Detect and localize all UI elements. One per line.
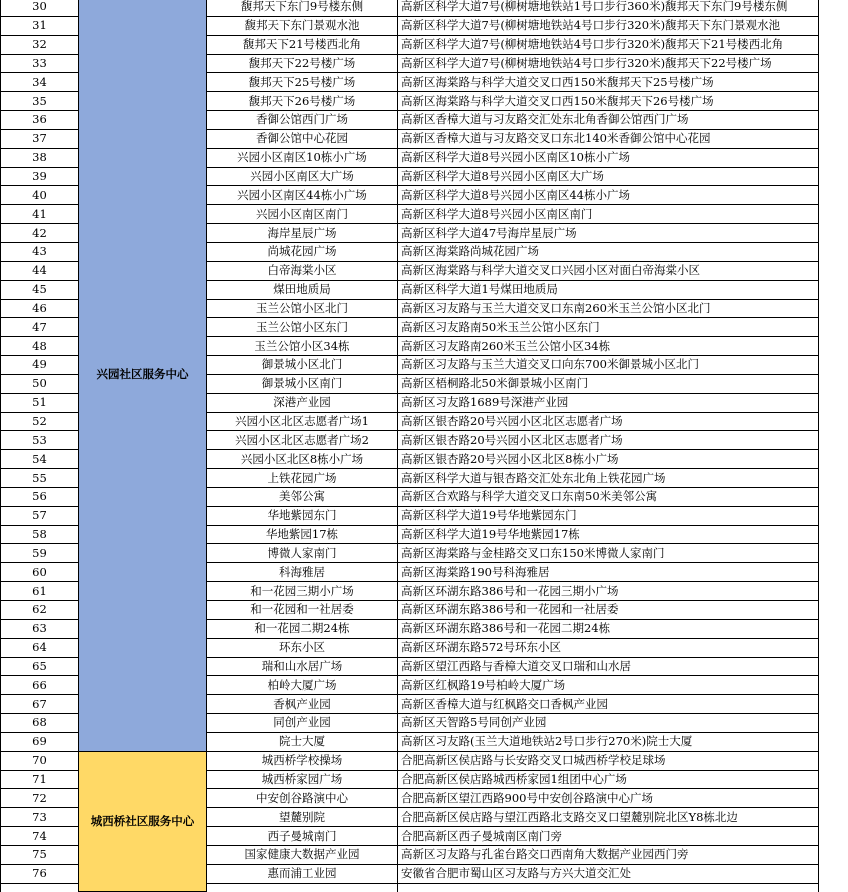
- address-cell: 高新区科学大道8号兴园小区南区10栋小广场: [398, 148, 819, 167]
- row-number-cell: 65: [1, 657, 79, 676]
- location-name-cell: 科海雅居: [207, 563, 398, 582]
- row-number-cell: 63: [1, 619, 79, 638]
- address-cell: 高新区红枫路19号柏岭大厦广场: [398, 676, 819, 695]
- address-cell: 高新区海棠路尚城花园广场: [398, 242, 819, 261]
- address-cell: 合肥高新区侯店路城西桥家园1组团中心广场: [398, 770, 819, 789]
- row-number-cell: 74: [1, 827, 79, 846]
- location-name-cell: 中安创谷路演中心: [207, 789, 398, 808]
- location-name-cell: 兴园小区南区南门: [207, 205, 398, 224]
- address-cell: 安徽省合肥市蜀山区习友路与方兴大道交汇处: [398, 864, 819, 883]
- row-number-cell: 30: [1, 0, 79, 16]
- address-cell: 高新区海棠路与科学大道交叉口西150米馥邦天下26号楼广场: [398, 92, 819, 111]
- address-cell: 高新区习友路1689号深港产业园: [398, 393, 819, 412]
- location-name-cell: 兴园小区北区8栋小广场: [207, 450, 398, 469]
- row-number-cell: 34: [1, 73, 79, 92]
- row-number-cell: 35: [1, 92, 79, 111]
- location-name-cell: 香枫产业园: [207, 695, 398, 714]
- address-cell: 高新区科学大道8号兴园小区南区南门: [398, 205, 819, 224]
- address-cell: 高新区海棠路与科学大道交叉口兴园小区对面白帝海棠小区: [398, 261, 819, 280]
- row-number-cell: 73: [1, 808, 79, 827]
- address-cell: 高新区科学大道与银杏路交汇处东北角上铁花园广场: [398, 469, 819, 488]
- row-number-cell: 51: [1, 393, 79, 412]
- row-number-cell: 47: [1, 318, 79, 337]
- service-center-cell: 城西桥社区服务中心: [79, 751, 207, 891]
- address-cell: 高新区香樟大道与红枫路交口香枫产业园: [398, 695, 819, 714]
- table-row: [1, 751, 819, 770]
- row-number-cell: 33: [1, 54, 79, 73]
- row-number-cell: 42: [1, 224, 79, 243]
- row-number-cell: 40: [1, 186, 79, 205]
- row-number-cell: 69: [1, 732, 79, 751]
- row-number-cell: 32: [1, 35, 79, 54]
- location-name-cell: 国家健康大数据产业园: [207, 845, 398, 864]
- address-cell: 高新区科学大道7号(柳树塘地铁站4号口步行320米)馥邦天下21号楼西北角: [398, 35, 819, 54]
- location-name-cell: 美邻公寓: [207, 487, 398, 506]
- address-cell: 高新区海棠路190号科海雅居: [398, 563, 819, 582]
- address-cell: 高新区科学大道7号(柳树塘地铁站4号口步行320米)馥邦天下22号楼广场: [398, 54, 819, 73]
- service-center-cell: 兴园社区服务中心: [79, 0, 207, 751]
- address-cell: 高新区科学大道7号(柳树塘地铁站4号口步行320米)馥邦天下东门景观水池: [398, 16, 819, 35]
- location-name-cell: 馥邦天下21号楼西北角: [207, 35, 398, 54]
- row-number-cell: 54: [1, 450, 79, 469]
- location-name-cell: 煤田地质局: [207, 280, 398, 299]
- location-name-cell: 馥邦天下东门9号楼东侧: [207, 0, 398, 16]
- address-cell: 高新区科学大道8号兴园小区南区44栋小广场: [398, 186, 819, 205]
- location-name-cell: 馥邦天下东门景观水池: [207, 16, 398, 35]
- empty-cell: [207, 883, 398, 892]
- location-name-cell: 兴园小区南区10栋小广场: [207, 148, 398, 167]
- address-cell: 高新区科学大道47号海岸星辰广场: [398, 224, 819, 243]
- address-cell: 高新区环湖东路386号和一花园三期小广场: [398, 582, 819, 601]
- row-number-cell: 39: [1, 167, 79, 186]
- address-cell: 合肥高新区西子曼城南区南门旁: [398, 827, 819, 846]
- address-cell: 合肥高新区侯店路与长安路交叉口城西桥学校足球场: [398, 751, 819, 770]
- row-number-cell: 76: [1, 864, 79, 883]
- row-number-cell: 72: [1, 789, 79, 808]
- row-number-cell: 56: [1, 487, 79, 506]
- location-name-cell: 御景城小区北门: [207, 356, 398, 375]
- location-name-cell: 尚城花园广场: [207, 242, 398, 261]
- location-name-cell: 海岸星辰广场: [207, 224, 398, 243]
- row-number-cell: 64: [1, 638, 79, 657]
- location-name-cell: 白帝海棠小区: [207, 261, 398, 280]
- location-name-cell: 城西桥家园广场: [207, 770, 398, 789]
- address-cell: 合肥高新区望江西路900号中安创谷路演中心广场: [398, 789, 819, 808]
- row-number-cell: 58: [1, 525, 79, 544]
- location-name-cell: 城西桥学校操场: [207, 751, 398, 770]
- row-number-cell: 49: [1, 356, 79, 375]
- location-name-cell: 香御公馆西门广场: [207, 111, 398, 130]
- row-number-cell: 37: [1, 129, 79, 148]
- location-name-cell: 环东小区: [207, 638, 398, 657]
- location-name-cell: 博微人家南门: [207, 544, 398, 563]
- address-cell: 高新区习友路与玉兰大道交叉口东南260米玉兰公馆小区北门: [398, 299, 819, 318]
- empty-cell: [1, 883, 79, 892]
- location-name-cell: 馥邦天下25号楼广场: [207, 73, 398, 92]
- row-number-cell: 60: [1, 563, 79, 582]
- location-name-cell: 同创产业园: [207, 714, 398, 733]
- table-row: [1, 0, 819, 16]
- location-name-cell: 御景城小区南门: [207, 374, 398, 393]
- location-name-cell: 和一花园和一社居委: [207, 601, 398, 620]
- row-number-cell: 41: [1, 205, 79, 224]
- row-number-cell: 67: [1, 695, 79, 714]
- location-name-cell: 瑞和山水居广场: [207, 657, 398, 676]
- location-name-cell: 华地紫园东门: [207, 506, 398, 525]
- address-cell: 高新区银杏路20号兴园小区北区志愿者广场: [398, 431, 819, 450]
- address-cell: 高新区环湖东路572号环东小区: [398, 638, 819, 657]
- location-name-cell: 馥邦天下26号楼广场: [207, 92, 398, 111]
- address-cell: 高新区梧桐路北50米御景城小区南门: [398, 374, 819, 393]
- address-cell: 高新区科学大道8号兴园小区南区大广场: [398, 167, 819, 186]
- row-number-cell: 66: [1, 676, 79, 695]
- address-cell: 高新区银杏路20号兴园小区北区志愿者广场: [398, 412, 819, 431]
- row-number-cell: 55: [1, 469, 79, 488]
- row-number-cell: 59: [1, 544, 79, 563]
- location-name-cell: 西子曼城南门: [207, 827, 398, 846]
- location-name-cell: 深港产业园: [207, 393, 398, 412]
- row-number-cell: 45: [1, 280, 79, 299]
- row-number-cell: 46: [1, 299, 79, 318]
- location-name-cell: 香御公馆中心花园: [207, 129, 398, 148]
- address-cell: 高新区习友路南50米玉兰公馆小区东门: [398, 318, 819, 337]
- row-number-cell: 38: [1, 148, 79, 167]
- address-cell: 高新区习友路(玉兰大道地铁站2号口步行270米)院士大厦: [398, 732, 819, 751]
- address-cell: 高新区科学大道7号(柳树塘地铁站1号口步行360米)馥邦天下东门9号楼东侧: [398, 0, 819, 16]
- address-cell: 高新区香樟大道与习友路交叉口东北140米香御公馆中心花园: [398, 129, 819, 148]
- row-number-cell: 71: [1, 770, 79, 789]
- location-name-cell: 兴园小区南区44栋小广场: [207, 186, 398, 205]
- address-cell: 高新区合欢路与科学大道交叉口东南50米美邻公寓: [398, 487, 819, 506]
- row-number-cell: 61: [1, 582, 79, 601]
- address-cell: 高新区环湖东路386号和一花园和一社居委: [398, 601, 819, 620]
- row-number-cell: 68: [1, 714, 79, 733]
- location-name-cell: 玉兰公馆小区东门: [207, 318, 398, 337]
- address-cell: 高新区习友路与玉兰大道交叉口向东700米御景城小区北门: [398, 356, 819, 375]
- location-name-cell: 兴园小区南区大广场: [207, 167, 398, 186]
- row-number-cell: 31: [1, 16, 79, 35]
- location-name-cell: 柏岭大厦广场: [207, 676, 398, 695]
- address-cell: 高新区银杏路20号兴园小区北区8栋小广场: [398, 450, 819, 469]
- row-number-cell: 70: [1, 751, 79, 770]
- location-name-cell: 玉兰公馆小区北门: [207, 299, 398, 318]
- row-number-cell: 62: [1, 601, 79, 620]
- address-cell: 高新区香樟大道与习友路交汇处东北角香御公馆西门广场: [398, 111, 819, 130]
- address-cell: 高新区环湖东路386号和一花园二期24栋: [398, 619, 819, 638]
- address-cell: 高新区习友路南260米玉兰公馆小区34栋: [398, 337, 819, 356]
- row-number-cell: 36: [1, 111, 79, 130]
- address-cell: 高新区科学大道19号华地紫园17栋: [398, 525, 819, 544]
- address-cell: 高新区望江西路与香樟大道交叉口瑞和山水居: [398, 657, 819, 676]
- empty-cell: [398, 883, 819, 892]
- location-name-cell: 和一花园二期24栋: [207, 619, 398, 638]
- address-cell: 高新区科学大道19号华地紫园东门: [398, 506, 819, 525]
- row-number-cell: 48: [1, 337, 79, 356]
- address-cell: 高新区海棠路与金桂路交叉口东150米博微人家南门: [398, 544, 819, 563]
- address-cell: 合肥高新区侯店路与望江西路北支路交叉口望麓别院北区Y8栋北边: [398, 808, 819, 827]
- location-name-cell: 馥邦天下22号楼广场: [207, 54, 398, 73]
- table-body: [1, 0, 819, 892]
- row-number-cell: 52: [1, 412, 79, 431]
- row-number-cell: 53: [1, 431, 79, 450]
- row-number-cell: 57: [1, 506, 79, 525]
- location-name-cell: 华地紫园17栋: [207, 525, 398, 544]
- location-name-cell: 和一花园三期小广场: [207, 582, 398, 601]
- row-number-cell: 75: [1, 845, 79, 864]
- address-cell: 高新区海棠路与科学大道交叉口西150米馥邦天下25号楼广场: [398, 73, 819, 92]
- address-cell: 高新区习友路与孔雀台路交口西南角大数据产业园西门旁: [398, 845, 819, 864]
- address-cell: 高新区天智路5号同创产业园: [398, 714, 819, 733]
- location-name-cell: 院士大厦: [207, 732, 398, 751]
- location-name-cell: 惠而浦工业园: [207, 864, 398, 883]
- location-name-cell: 兴园小区北区志愿者广场1: [207, 412, 398, 431]
- address-cell: 高新区科学大道1号煤田地质局: [398, 280, 819, 299]
- row-number-cell: 44: [1, 261, 79, 280]
- location-name-cell: 上铁花园广场: [207, 469, 398, 488]
- location-name-cell: 兴园小区北区志愿者广场2: [207, 431, 398, 450]
- location-name-cell: 望麓别院: [207, 808, 398, 827]
- row-number-cell: 50: [1, 374, 79, 393]
- location-name-cell: 玉兰公馆小区34栋: [207, 337, 398, 356]
- row-number-cell: 43: [1, 242, 79, 261]
